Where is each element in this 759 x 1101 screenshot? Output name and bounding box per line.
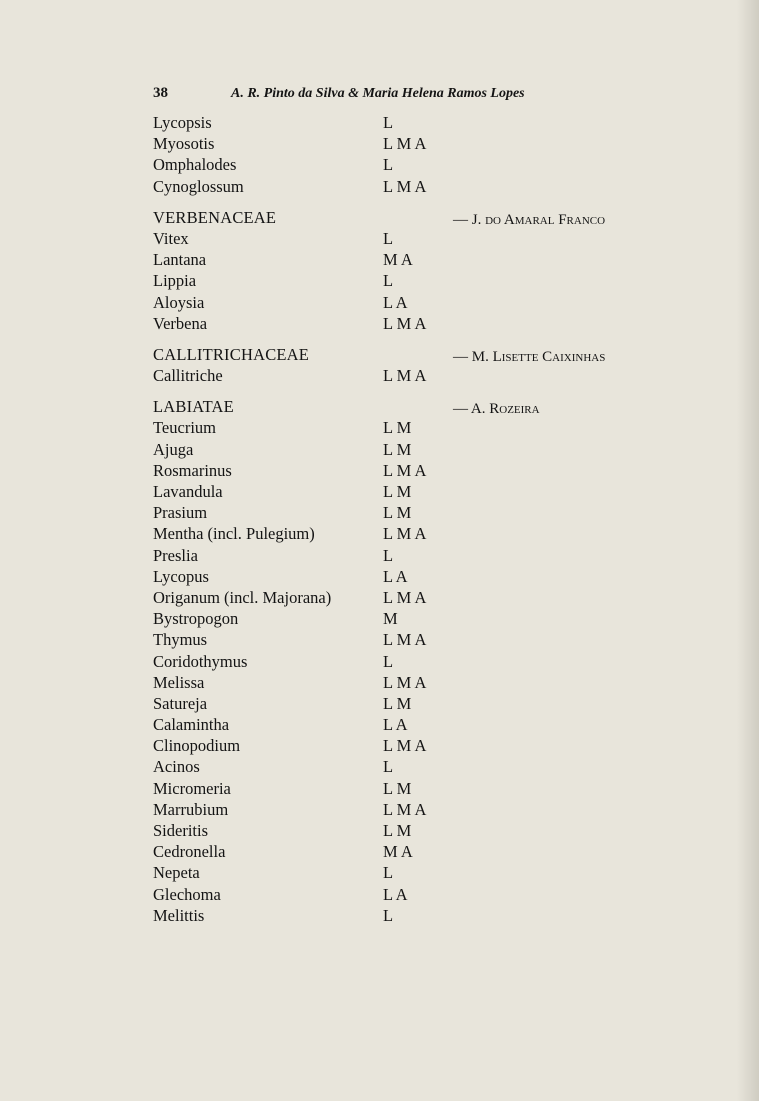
distribution-code: L M A	[383, 630, 427, 650]
distribution-code: L M A	[383, 736, 427, 756]
genus-name: Cedronella	[153, 842, 226, 862]
distribution-code: L M	[383, 778, 412, 798]
genus-row	[153, 292, 673, 313]
genus-name: Preslia	[153, 545, 198, 565]
genus-name: Prasium	[153, 503, 208, 523]
genus-name: Mentha (incl. Pulegium)	[153, 524, 315, 544]
genus-name: Coridothymus	[153, 651, 248, 671]
distribution-code: L	[383, 863, 394, 883]
family-name: VERBENACEAE	[153, 207, 277, 227]
family-name: LABIATAE	[153, 397, 234, 417]
distribution-code: L M	[383, 482, 412, 501]
genus-row	[153, 228, 673, 249]
genus-row	[153, 862, 673, 883]
genus-row	[153, 608, 673, 629]
family-author: — M. Lisette Caixinhas	[453, 348, 606, 365]
genus-row	[153, 313, 673, 334]
family-author: — A. Rozeira	[453, 401, 540, 418]
genus-row	[153, 545, 673, 566]
genus-row	[153, 756, 673, 777]
genus-row	[153, 841, 673, 862]
genus-row	[153, 270, 673, 291]
distribution-code: L	[383, 155, 394, 175]
genus-row	[153, 905, 673, 926]
distribution-code: L A	[383, 566, 408, 586]
distribution-code: L M	[383, 418, 412, 438]
distribution-code: L M A	[383, 799, 427, 819]
genus-row	[153, 714, 673, 735]
genus-name: Cynoglossum	[153, 176, 244, 196]
genus-name: Lantana	[153, 250, 207, 270]
distribution-code: L	[383, 545, 394, 565]
distribution-code: L M	[383, 503, 412, 523]
genus-name: Origanum (incl. Majorana)	[153, 587, 332, 607]
genus-row	[153, 133, 673, 154]
genus-name: Callitriche	[153, 366, 223, 386]
taxon-list	[153, 112, 673, 926]
genus-name: Lippia	[153, 271, 197, 291]
family-row	[153, 344, 673, 365]
genus-row	[153, 523, 673, 544]
genus-row	[153, 439, 673, 460]
distribution-code: L	[383, 113, 394, 132]
running-header	[153, 84, 525, 103]
genus-row	[153, 629, 673, 650]
genus-row	[153, 566, 673, 587]
genus-name: Thymus	[153, 630, 208, 650]
genus-name: Glechoma	[153, 884, 221, 904]
genus-row	[153, 249, 673, 270]
genus-name: Bystropogon	[153, 609, 239, 629]
genus-row	[153, 693, 673, 714]
genus-row	[153, 365, 673, 386]
distribution-code: L M A	[383, 313, 427, 333]
distribution-code: L M	[383, 821, 412, 840]
genus-row	[153, 481, 673, 502]
genus-name: Rosmarinus	[153, 460, 232, 480]
genus-row	[153, 884, 673, 905]
genus-name: Ajuga	[153, 439, 194, 459]
distribution-code: M	[383, 609, 398, 629]
genus-row	[153, 799, 673, 820]
genus-name: Melissa	[153, 672, 205, 692]
genus-name: Sideritis	[153, 821, 209, 840]
distribution-code: L M A	[383, 587, 427, 607]
genus-name: Acinos	[153, 757, 200, 777]
genus-name: Lavandula	[153, 482, 223, 501]
genus-row	[153, 820, 673, 841]
genus-name: Clinopodium	[153, 736, 241, 756]
genus-name: Marrubium	[153, 799, 229, 819]
genus-name: Aloysia	[153, 292, 205, 312]
distribution-code: L M A	[383, 672, 427, 692]
distribution-code: L M	[383, 439, 412, 459]
family-row	[153, 207, 673, 228]
genus-name: Calamintha	[153, 715, 230, 735]
distribution-code: L M A	[383, 460, 427, 480]
distribution-code: L A	[383, 292, 408, 312]
distribution-code: L	[383, 271, 394, 291]
genus-name: Myosotis	[153, 134, 215, 154]
genus-name: Micromeria	[153, 778, 231, 798]
genus-row	[153, 154, 673, 175]
genus-name: Teucrium	[153, 418, 216, 438]
distribution-code: L	[383, 228, 394, 248]
genus-name: Lycopus	[153, 566, 209, 586]
genus-row	[153, 176, 673, 197]
distribution-code: M A	[383, 250, 413, 270]
genus-row	[153, 735, 673, 756]
genus-name: Omphalodes	[153, 155, 237, 175]
distribution-code: L M A	[383, 524, 427, 544]
distribution-code: L M A	[383, 366, 427, 386]
distribution-code: L	[383, 905, 394, 925]
family-row	[153, 396, 673, 417]
running-header-authors: A. R. Pinto da Silva & Maria Helena Ramos Lopes	[231, 86, 525, 101]
genus-row	[153, 502, 673, 523]
distribution-code: L M	[383, 693, 412, 713]
distribution-code: L M A	[383, 134, 427, 154]
distribution-code: L	[383, 757, 394, 777]
genus-name: Nepeta	[153, 863, 200, 883]
genus-row	[153, 460, 673, 481]
page-edge-shadow	[737, 0, 759, 1101]
family-author: — J. do Amaral Franco	[453, 211, 606, 228]
genus-row	[153, 417, 673, 438]
distribution-code: L A	[383, 884, 408, 904]
distribution-code: L A	[383, 715, 408, 735]
distribution-code: L M A	[383, 176, 427, 196]
distribution-code: M A	[383, 842, 413, 862]
genus-name: Melittis	[153, 905, 205, 925]
genus-name: Verbena	[153, 313, 208, 333]
genus-row	[153, 651, 673, 672]
distribution-code: L	[383, 651, 394, 671]
page-number: 38	[153, 85, 168, 101]
family-name: CALLITRICHACEAE	[153, 344, 310, 364]
genus-name: Lycopsis	[153, 113, 212, 132]
genus-row	[153, 587, 673, 608]
genus-name: Vitex	[153, 228, 189, 248]
genus-name: Satureja	[153, 693, 208, 713]
genus-row	[153, 778, 673, 799]
genus-row	[153, 112, 673, 133]
genus-row	[153, 672, 673, 693]
